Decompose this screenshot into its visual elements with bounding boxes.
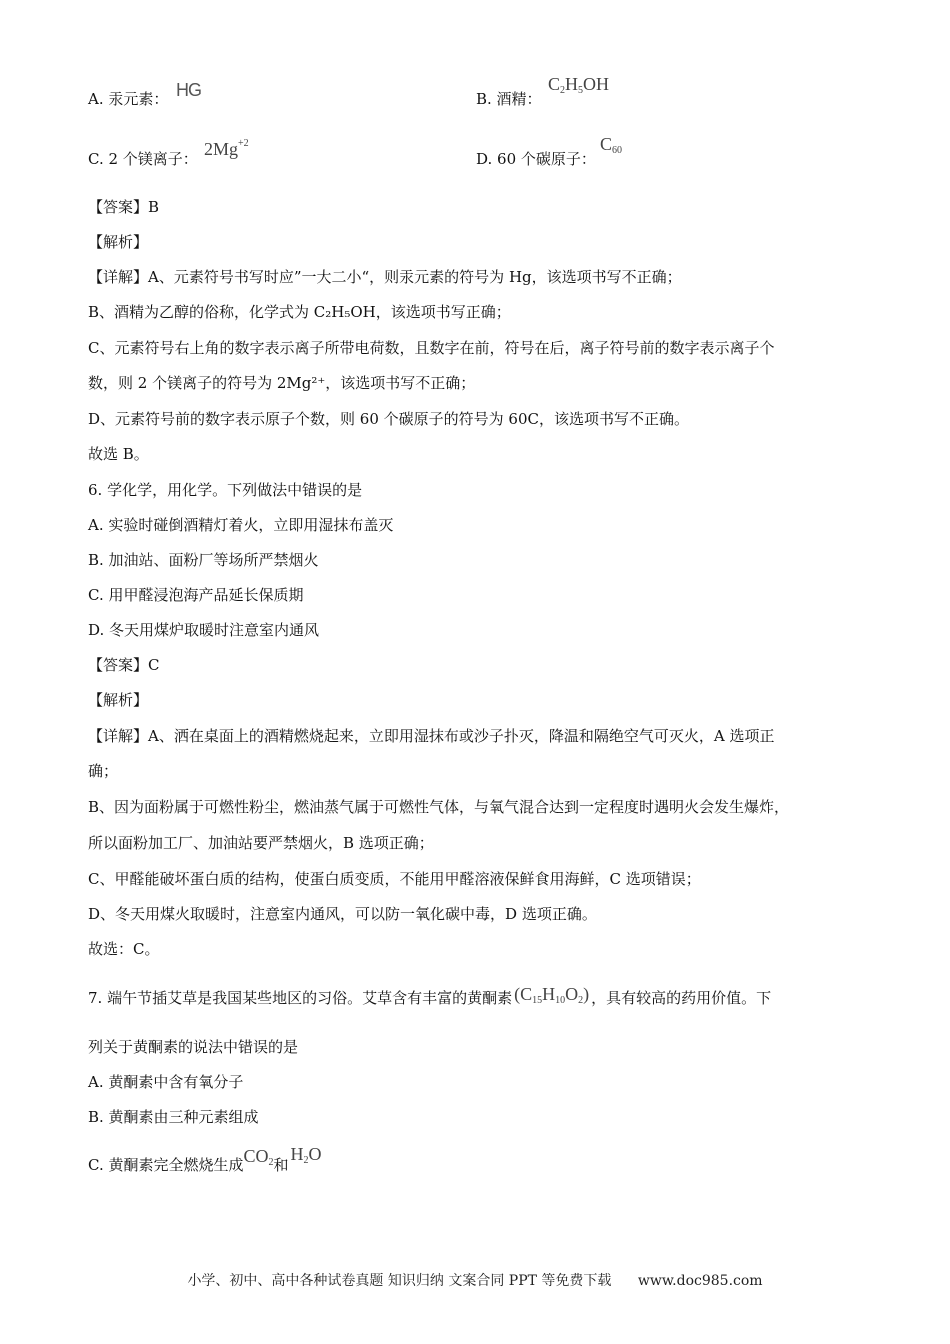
q7-option-c: C. 黄酮素完全燃烧生成$CO_2$和$H_2O$: [88, 1144, 322, 1174]
q7-option-b: B. 黄酮素由三种元素组成: [88, 1108, 259, 1126]
q6-analysis-label: 【解析】: [88, 691, 149, 709]
formula-mg-ion: $2Mg^{+2}$: [204, 138, 249, 159]
q6-option-a: A. 实验时碰倒酒精灯着火，立即用湿抹布盖灭: [88, 516, 394, 534]
q6-option-d: D. 冬天用煤炉取暖时注意室内通风: [88, 621, 320, 639]
page-footer: [0, 1270, 950, 1290]
q6-detail-a2: 确；: [88, 762, 119, 780]
q6-stem: 6. 学化学，用化学。下列做法中错误的是: [88, 481, 363, 499]
option-d: D. 60 个碳原子：: [476, 150, 596, 168]
q5-analysis-label: 【解析】: [88, 233, 149, 251]
option-c: C. 2 个镁离子：: [88, 150, 198, 168]
footer-link[interactable]: www.doc985.com: [637, 1273, 763, 1289]
footer-text: 小学、初中、高中各种试卷真题 知识归纳 文案合同 PPT 等免费下载: [187, 1273, 612, 1289]
q5-answer: 【答案】B: [88, 198, 160, 216]
q6-detail-b1: B、因为面粉属于可燃性粉尘，燃油蒸气属于可燃性气体，与氧气混合达到一定程度时遇明火会发生爆炸，: [88, 798, 790, 816]
q6-detail-c: C、甲醛能破坏蛋白质的结构，使蛋白质变质，不能用甲醛溶液保鲜食用海鲜，C 选项错误；: [88, 870, 701, 888]
q6-detail-d: D、冬天用煤火取暖时，注意室内通风，可以防一氧化碳中毒，D 选项正确。: [88, 905, 597, 923]
q7-stem: 7. 端午节插艾草是我国某些地区的习俗。艾草含有丰富的黄酮素 $(C_{15}H_{10}O_2)$ ，具有较高的药用价值。下: [88, 984, 772, 1007]
q6-option-c: C. 用甲醛浸泡海产品延长保质期: [88, 586, 304, 604]
q6-detail-b2: 所以面粉加工厂、加油站要严禁烟火，B 选项正确；: [88, 834, 434, 852]
q5-detail-a: 【详解】A、元素符号书写时应”一大二小“，则汞元素的符号为 Hg，该选项书写不正确；: [88, 268, 682, 286]
formula-flavone: $(C_{15}H_{10}O_2)$: [514, 984, 590, 1006]
q5-detail-d: D、元素符号前的数字表示原子个数，则 60 个碳原子的符号为 60C，该选项书写不正确。: [88, 410, 689, 428]
option-a: A. 汞元素：: [88, 90, 169, 108]
q7-stem-line2: 列关于黄酮素的说法中错误的是: [88, 1038, 299, 1056]
q5-conclusion: 故选 B。: [88, 445, 149, 463]
formula-hg: HG: [176, 80, 201, 100]
formula-ethanol: $C_2H_5OH$: [548, 74, 610, 96]
formula-h2o: $H_2O$: [290, 1144, 322, 1166]
q5-detail-c2: 数，则 2 个镁离子的符号为 2Mg²⁺，该选项书写不正确；: [88, 374, 476, 392]
q6-conclusion: 故选：C。: [88, 940, 160, 958]
q5-detail-b: B、酒精为乙醇的俗称，化学式为 C₂H₅OH，该选项书写正确；: [88, 303, 511, 321]
option-b: B. 酒精：: [476, 90, 542, 108]
q6-option-b: B. 加油站、面粉厂等场所严禁烟火: [88, 551, 319, 569]
formula-co2: $CO_2$: [243, 1146, 274, 1168]
q6-detail-a1: 【详解】A、洒在桌面上的酒精燃烧起来，立即用湿抹布或沙子扑灭，降温和隔绝空气可灭火，A 选项正: [88, 727, 775, 745]
q5-detail-c1: C、元素符号右上角的数字表示离子所带电荷数，且数字在前，符号在后，离子符号前的数字表示离子个: [88, 339, 775, 357]
formula-c60: $C_{60}$: [600, 134, 623, 156]
q7-option-a: A. 黄酮素中含有氧分子: [88, 1073, 244, 1091]
q6-answer: 【答案】C: [88, 656, 160, 674]
